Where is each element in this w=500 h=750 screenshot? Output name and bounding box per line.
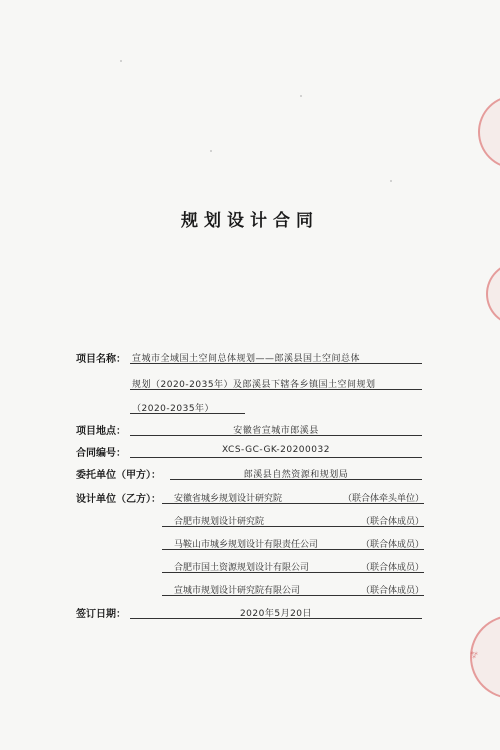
designer-name: 马鞍山市城乡规划设计有限责任公司 <box>174 540 319 550</box>
underline <box>130 413 245 414</box>
underline <box>162 595 424 596</box>
underline <box>162 503 424 504</box>
underline <box>130 618 422 619</box>
red-seal-stamp <box>486 262 500 326</box>
scan-speck <box>210 150 212 152</box>
project-name-label: 项目名称： <box>76 354 126 365</box>
project-name-line-1: 宣城市全域国土空间总体规划——郎溪县国土空间总体 <box>132 354 361 364</box>
contract-number-value: XCS-GC-GK-20200032 <box>222 445 330 455</box>
underline <box>130 435 422 436</box>
underline <box>130 363 422 364</box>
project-name-line-3: （2020-2035年） <box>132 404 215 414</box>
contract-title: 规划设计合同 <box>181 211 319 231</box>
seal-lettering: ⁂ <box>468 648 480 661</box>
client-label: 委托单位（甲方）： <box>76 470 161 481</box>
sign-date-value: 2020年5月20日 <box>239 609 313 619</box>
underline <box>170 479 422 480</box>
designer-name: 合肥市国土资源规划设计有限公司 <box>174 563 310 573</box>
underline <box>162 549 424 550</box>
underline <box>130 389 422 390</box>
scan-speck <box>300 95 302 97</box>
red-seal-stamp <box>478 95 500 169</box>
project-location-value: 安徽省宣城市郎溪县 <box>233 426 319 436</box>
designer-role: （联合体成员） <box>360 586 424 596</box>
underline <box>162 526 424 527</box>
designer-role: （联合体成员） <box>360 563 424 573</box>
scan-speck <box>390 180 392 182</box>
designer-name: 安徽省城乡规划设计研究院 <box>174 494 283 504</box>
designer-role: （联合体成员） <box>360 540 424 550</box>
designer-role: （联合体牵头单位） <box>342 494 424 504</box>
sign-date-label: 签订日期： <box>76 609 126 620</box>
designer-label: 设计单位（乙方）： <box>76 494 161 505</box>
underline <box>130 457 422 458</box>
client-value: 郎溪县自然资源和规划局 <box>243 470 349 480</box>
designer-name: 合肥市规划设计研究院 <box>174 517 265 527</box>
contract-number-label: 合同编号： <box>76 448 126 459</box>
project-location-label: 项目地点： <box>76 426 126 437</box>
project-name-line-2: 规划（2020-2035年）及郎溪县下辖各乡镇国土空间规划 <box>132 380 376 390</box>
underline <box>162 572 424 573</box>
designer-role: （联合体成员） <box>360 517 424 527</box>
designer-name: 宣城市规划设计研究院有限公司 <box>174 586 301 596</box>
scan-speck <box>120 60 122 62</box>
